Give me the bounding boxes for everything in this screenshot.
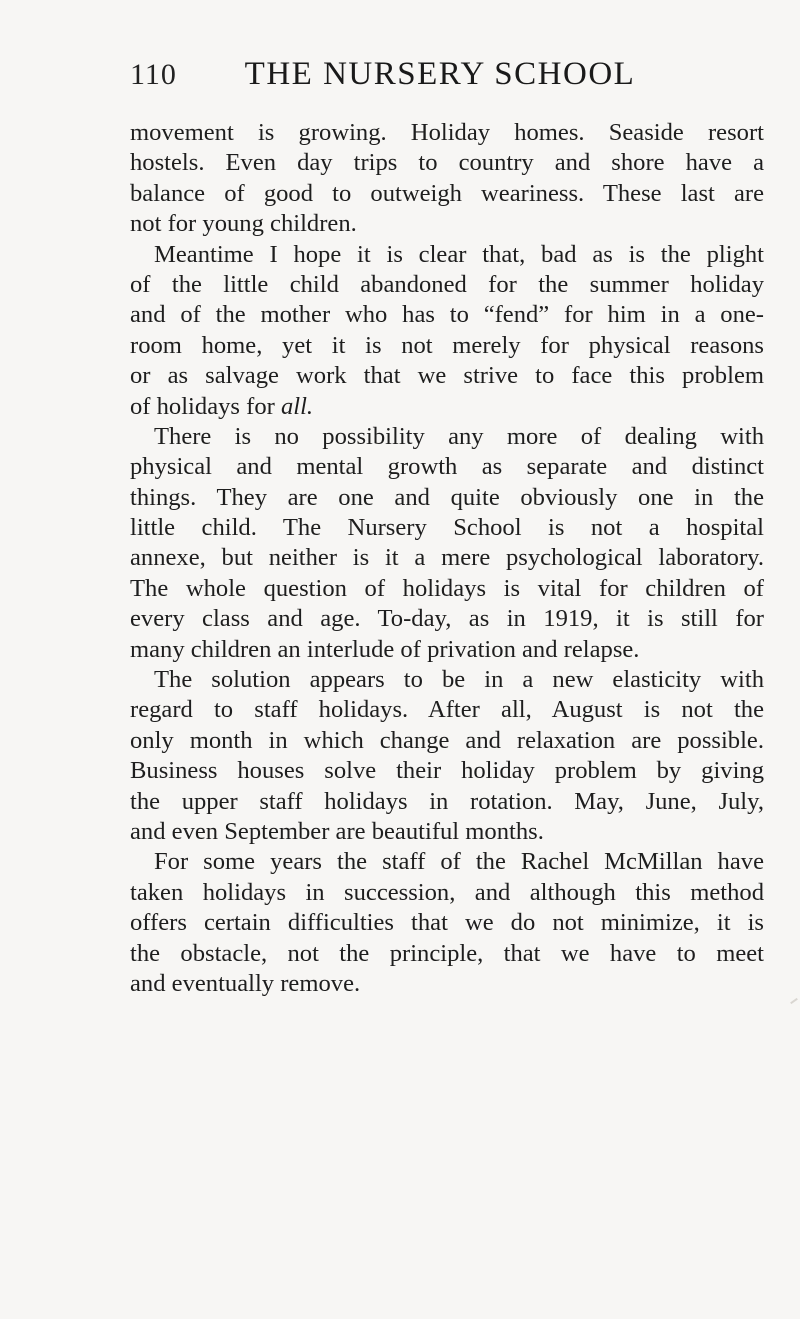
- text-line: movement is growing. Holiday homes. Seaside resort: [130, 119, 764, 146]
- text-line: many children an interlude of privation and relapse.: [130, 635, 640, 663]
- text-line: hostels. Even day trips to country and shore have a: [130, 149, 764, 177]
- text-line: Business houses solve their holiday problem by giving: [130, 757, 764, 785]
- text-line: offers certain difficulties that we do not minimize, it is: [130, 909, 764, 937]
- paper-speck: [790, 998, 798, 1004]
- text-line: and even September are beautiful months.: [130, 817, 544, 845]
- text-line: The solution appears to be in a new elasticity with: [154, 666, 764, 694]
- text-line: For some years the staff of the Rachel McMillan have: [154, 848, 764, 876]
- text-line: and eventually remove.: [130, 969, 361, 997]
- text-line: There is no possibility any more of dealing with: [154, 422, 764, 450]
- text-line: annexe, but neither is it a mere psychological laboratory.: [130, 544, 764, 572]
- text-line: of the little child abandoned for the summer holiday: [130, 270, 764, 298]
- page-number: 110: [130, 58, 177, 91]
- text-line: The whole question of holidays is vital for children of: [130, 574, 764, 602]
- text-line: little child. The Nursery School is not a hospital: [130, 514, 764, 542]
- running-header: [130, 58, 750, 108]
- text-line: balance of good to outweigh weariness. These last are: [130, 179, 764, 207]
- text-line: Meantime I hope it is clear that, bad as is the plight: [154, 240, 764, 268]
- text-line: or as salvage work that we strive to face this problem: [130, 362, 764, 390]
- text-line: only month in which change and relaxation are possible.: [130, 726, 764, 754]
- text-line: physical and mental growth as separate and distinct: [130, 453, 764, 481]
- body-text: [130, 118, 764, 999]
- text-line: room home, yet it is not merely for physical reasons: [130, 331, 764, 359]
- text-line: and of the mother who has to “fend” for him in a one-: [130, 301, 764, 329]
- running-title: THE NURSERY SCHOOL: [244, 56, 636, 92]
- emphasis-text: all.: [280, 392, 314, 420]
- text-line: the obstacle, not the principle, that we have to meet: [130, 939, 764, 967]
- text-line: regard to staff holidays. After all, August is not the: [130, 696, 764, 724]
- text-line: not for young children.: [130, 210, 357, 238]
- text-line: [130, 392, 764, 422]
- text-line: the upper staff holidays in rotation. May, June, July,: [130, 787, 764, 815]
- text-line: every class and age. To-day, as in 1919, it is still for: [130, 605, 764, 633]
- text-line: things. They are one and quite obviously one in the: [130, 483, 764, 511]
- text-line: taken holidays in succession, and although this method: [130, 878, 764, 906]
- text-line-prefix: of holidays for: [130, 392, 281, 420]
